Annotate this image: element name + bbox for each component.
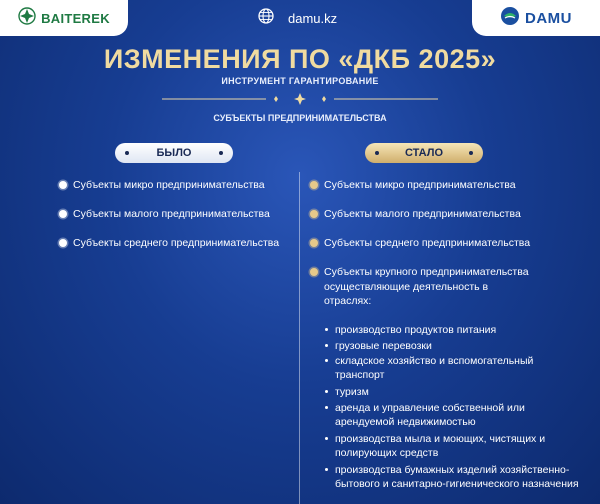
sub-bullet-icon: [325, 468, 328, 471]
list-item: Субъекты микро предпринимательства: [73, 178, 265, 193]
baiterek-emblem-icon: [18, 7, 36, 30]
damu-emblem-icon: [500, 6, 520, 31]
sub-bullet-icon: [325, 390, 328, 393]
bullet-icon: [310, 268, 318, 276]
bullet-icon: [59, 239, 67, 247]
sub-bullet-icon: [325, 437, 328, 440]
pill-dot: [469, 151, 473, 155]
bullet-icon: [310, 181, 318, 189]
pill-dot: [125, 151, 129, 155]
list-item: Субъекты среднего предпринимательства: [324, 236, 530, 251]
sub-bullet-icon: [325, 344, 328, 347]
damu-logo-text: DAMU: [525, 9, 572, 27]
baiterek-logo-text: BAITEREK: [41, 10, 110, 26]
sector-item: производства бумажных изделий хозяйственно- бытового и санитарно-гигиенического назначения: [335, 463, 590, 491]
now-label-pill: [365, 143, 483, 163]
pill-dot: [375, 151, 379, 155]
header: [0, 0, 600, 40]
sub-bullet-icon: [325, 328, 328, 331]
damu-logo[interactable]: [472, 0, 600, 36]
page-title: ИЗМЕНЕНИЯ ПО «ДКБ 2025»: [103, 44, 497, 74]
was-label-pill: [115, 143, 233, 163]
large-business-item: Субъекты крупного предпринимательства осуществляющие деятельность в отраслях:: [324, 265, 584, 309]
sector-item: производства мыла и моющих, чистящих и полирующих средств: [335, 432, 590, 460]
page-subtitle: ИНСТРУМЕНТ ГАРАНТИРОВАНИЕ: [221, 76, 379, 86]
now-label: СТАЛО: [404, 147, 444, 159]
sub-bullet-icon: [325, 359, 328, 362]
list-item: Субъекты малого предпринимательства: [324, 207, 521, 222]
list-item: Субъекты микро предпринимательства: [324, 178, 516, 193]
list-item: Субъекты малого предпринимательства: [73, 207, 270, 222]
section-heading: СУБЪЕКТЫ ПРЕДПРИНИМАТЕЛЬСТВА: [213, 113, 387, 123]
baiterek-logo[interactable]: [0, 0, 128, 36]
website-text: damu.kz: [288, 11, 338, 26]
sector-item: грузовые перевозки: [335, 339, 590, 353]
sector-item: складское хозяйство и вспомогательный транспорт: [335, 354, 590, 382]
bullet-icon: [59, 210, 67, 218]
sector-item: производство продуктов питания: [335, 323, 590, 337]
sub-bullet-icon: [325, 406, 328, 409]
sector-item: аренда и управление собственной или арендуемой недвижимостью: [335, 401, 590, 429]
bullet-icon: [310, 239, 318, 247]
list-item: Субъекты среднего предпринимательства: [73, 236, 279, 251]
globe-icon: [258, 8, 274, 29]
column-divider: [299, 172, 300, 504]
ornament-divider: [162, 92, 438, 106]
sector-item: туризм: [335, 385, 590, 399]
bullet-icon: [310, 210, 318, 218]
pill-dot: [219, 151, 223, 155]
was-label: БЫЛО: [156, 147, 192, 159]
website-link[interactable]: [258, 8, 337, 29]
bullet-icon: [59, 181, 67, 189]
